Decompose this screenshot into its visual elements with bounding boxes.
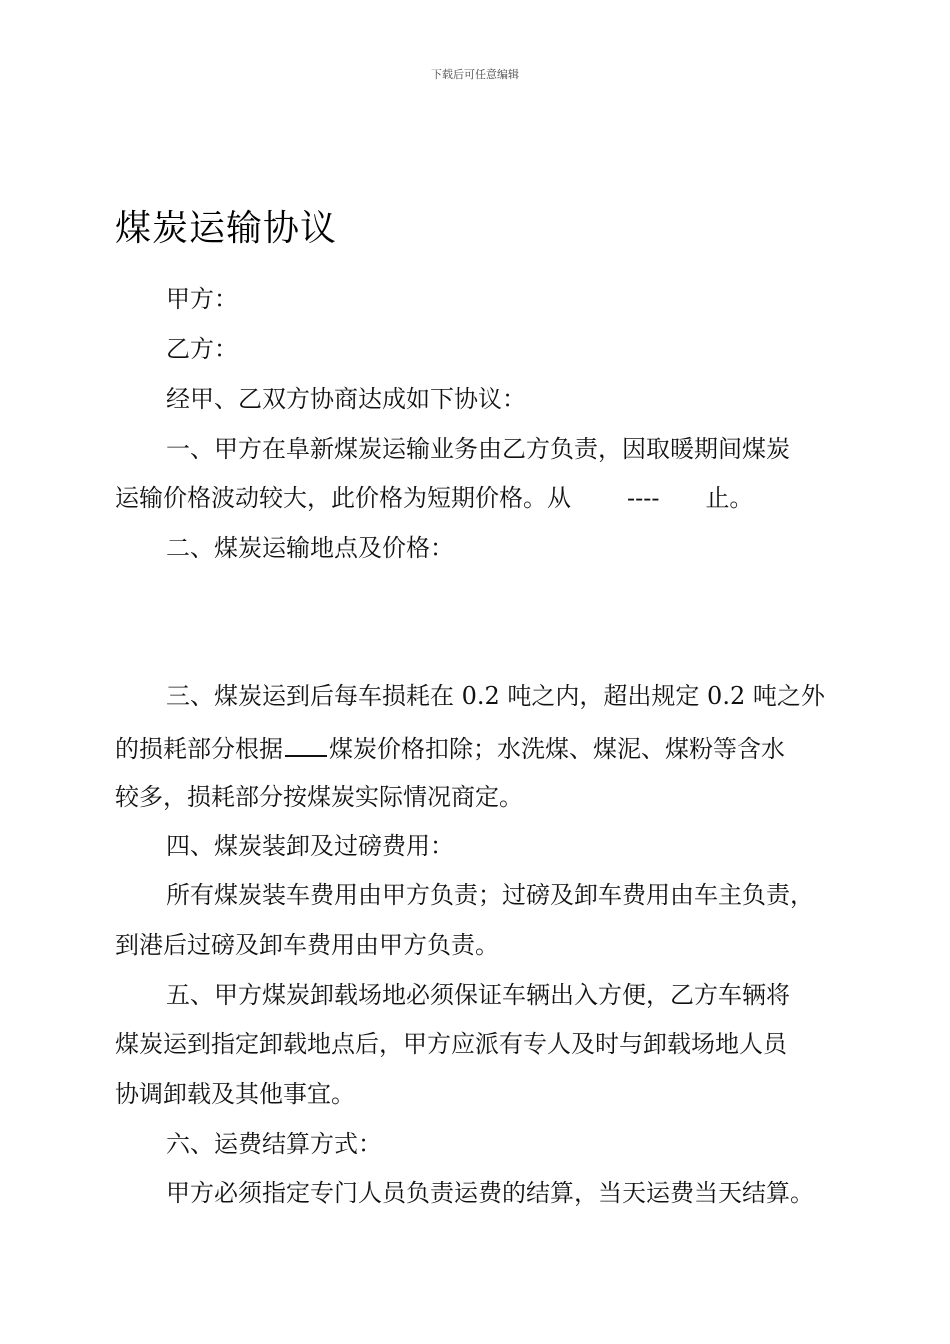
clause5-line3: 协调卸载及其他事宜。	[115, 1080, 355, 1108]
blank-fill-line	[285, 731, 327, 757]
clause4-line2: 到港后过磅及卸车费用由甲方负责。	[115, 931, 499, 959]
clause6-heading: 六、运费结算方式：	[166, 1130, 382, 1158]
intro-line: 经甲、乙双方协商达成如下协议：	[166, 385, 526, 413]
document-title: 煤炭运输协议	[115, 208, 338, 249]
clause3-line2-a: 的损耗部分根据	[115, 735, 283, 763]
clause1-line2	[115, 482, 855, 514]
clause6-line1: 甲方必须指定专门人员负责运费的结算，当天运费当天结算。	[166, 1179, 814, 1207]
clause5-line1: 五、甲方煤炭卸载场地必须保证车辆出入方便，乙方车辆将	[166, 981, 790, 1009]
clause1-line2-end: 止。	[705, 484, 754, 512]
clause1-line1: 一、甲方在阜新煤炭运输业务由乙方负责，因取暖期间煤炭	[166, 435, 790, 463]
clause3-line1: 三、煤炭运到后每车损耗在 0.2 吨之内，超出规定 0.2 吨之外	[166, 682, 825, 710]
clause3-line2-b: 煤炭价格扣除；水洗煤、煤泥、煤粉等含水	[329, 735, 785, 763]
clause5-line2: 煤炭运到指定卸载地点后，甲方应派有专人及时与卸载场地人员	[115, 1030, 787, 1058]
clause3-line3: 较多，损耗部分按煤炭实际情况商定。	[115, 783, 523, 811]
clause1-line2-text: 运输价格波动较大，此价格为短期价格。从	[115, 484, 571, 512]
clause4-line1: 所有煤炭装车费用由甲方负责；过磅及卸车费用由车主负责，	[166, 881, 814, 909]
header-note: 下载后可任意编辑	[431, 68, 519, 81]
clause4-heading: 四、煤炭装卸及过磅费用：	[166, 832, 454, 860]
clause1-date-dash: ----	[627, 484, 660, 512]
party-a-line: 甲方：	[166, 285, 238, 313]
clause3-line2	[115, 731, 855, 765]
clause2-heading: 二、煤炭运输地点及价格：	[166, 534, 454, 562]
party-b-line: 乙方：	[166, 335, 238, 363]
